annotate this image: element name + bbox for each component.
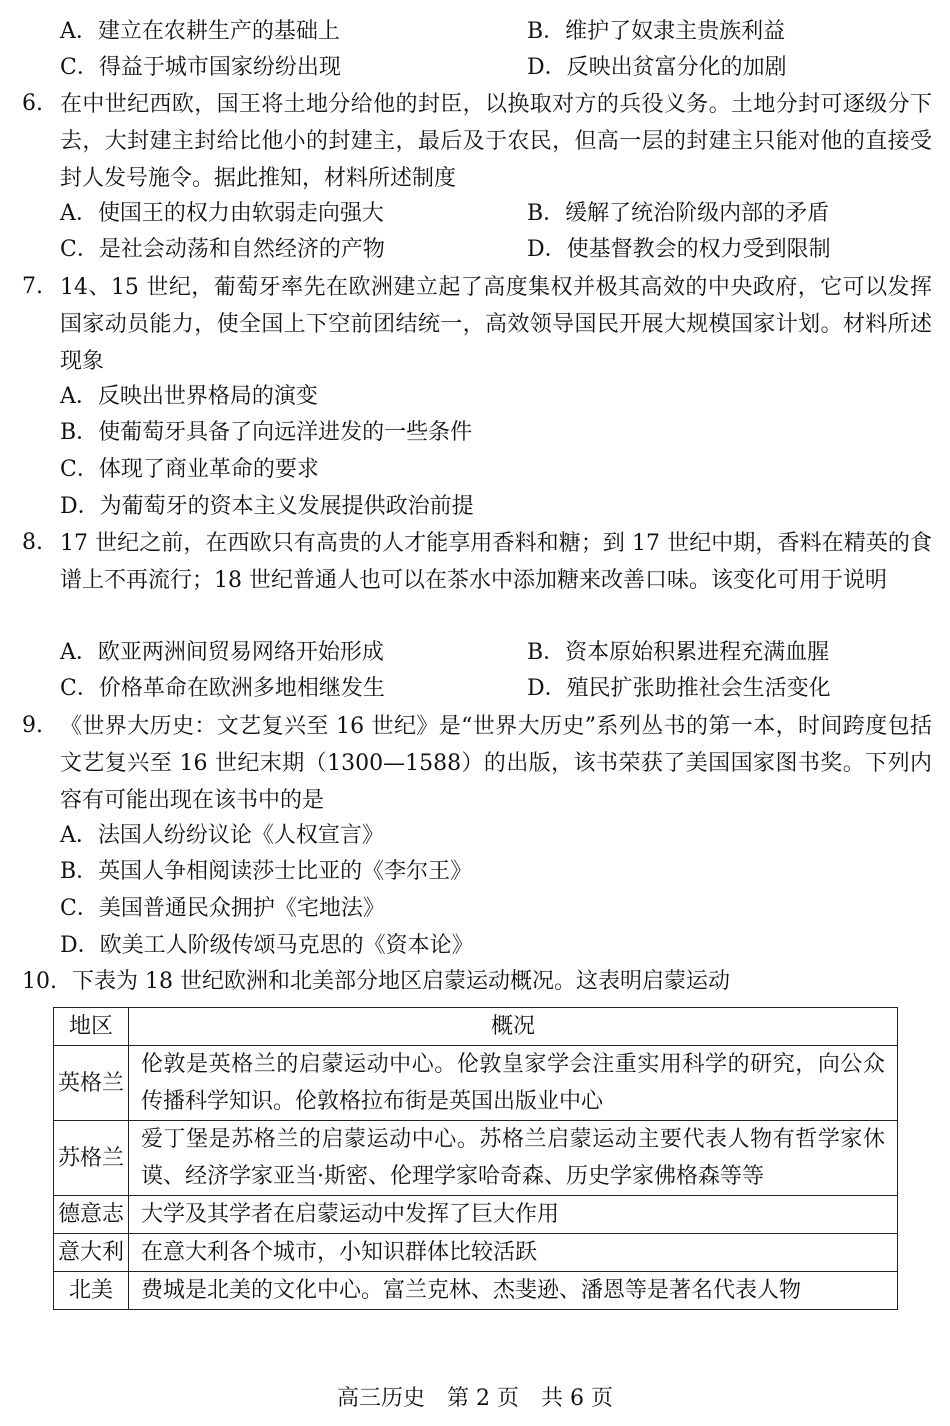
q5-option-b: B．维护了奴隶主贵族利益 [527,19,786,44]
q7-number: 7. [22,274,43,299]
q6-option-d: D．使基督教会的权力受到限制 [527,237,831,262]
table-row [54,1234,898,1272]
table-row [54,1196,898,1234]
q7-option-c: C．体现了商业革命的要求 [60,457,319,482]
page-footer: 高三历史 第 2 页 共 6 页 [337,1386,613,1411]
q5-option-a: A．建立在农耕生产的基础上 [60,19,340,44]
region-cell: 苏格兰 [54,1121,129,1196]
q7-option-a: A．反映出世界格局的演变 [60,384,318,409]
q6-stem: 在中世纪西欧，国王将土地分给他的封臣，以换取对方的兵役义务。土地分封可逐级分下去，大封建主封给比他小的封建主，最后及于农民，但高一层的封建主只能对他的直接受封人发号施令。据此推知，材料所述制度 [60,92,932,191]
q8-number: 8. [22,530,43,555]
overview-cell: 费城是北美的文化中心。富兰克林、杰斐逊、潘恩等是著名代表人物 [129,1272,898,1310]
q8-option-d: D．殖民扩张助推社会生活变化 [527,676,831,701]
q9-stem: 《世界大历史：文艺复兴至 16 世纪》是“世界大历史”系列丛书的第一本，时间跨度包括文艺复兴至 16 世纪末期（1300—1588）的出版，该书荣获了美国国家图书奖。下列内容有可能出现在该书中的是 [60,714,932,813]
q9-option-b: B．英国人争相阅读莎士比亚的《李尔王》 [60,859,473,884]
region-cell: 德意志 [54,1196,129,1234]
table-row [54,1272,898,1310]
overview-cell: 伦敦是英格兰的启蒙运动中心。伦敦皇家学会注重实用科学的研究，向公众传播科学知识。伦敦格拉布街是英国出版业中心 [129,1046,898,1121]
q6-option-c: C．是社会动荡和自然经济的产物 [60,237,385,262]
region-cell: 英格兰 [54,1046,129,1121]
q10-number: 10. [22,969,57,994]
overview-cell: 在意大利各个城市，小知识群体比较活跃 [129,1234,898,1272]
q8-option-b: B．资本原始积累进程充满血腥 [527,640,830,665]
table-row [54,1121,898,1196]
q6-number: 6. [22,91,43,116]
q5-option-d: D．反映出贫富分化的加剧 [527,55,787,80]
q9-option-a: A．法国人纷纷议论《人权宣言》 [60,823,384,848]
q9-number: 9. [22,713,43,738]
q10-stem: 下表为 18 世纪欧洲和北美部分地区启蒙运动概况。这表明启蒙运动 [72,969,730,994]
q6-option-b: B．缓解了统治阶级内部的矛盾 [527,201,830,226]
region-cell: 意大利 [54,1234,129,1272]
header-region: 地区 [54,1008,129,1046]
table-row [54,1046,898,1121]
q9-option-d: D．欧美工人阶级传颂马克思的《资本论》 [60,933,474,958]
q6-option-a: A．使国王的权力由软弱走向强大 [60,201,384,226]
q8-option-a: A．欧亚两洲间贸易网络开始形成 [60,640,384,665]
overview-cell: 爱丁堡是苏格兰的启蒙运动中心。苏格兰启蒙运动主要代表人物有哲学家休谟、经济学家亚当·斯密、伦理学家哈奇森、历史学家佛格森等等 [129,1121,898,1196]
q7-option-b: B．使葡萄牙具备了向远洋进发的一些条件 [60,420,473,445]
overview-cell: 大学及其学者在启蒙运动中发挥了巨大作用 [129,1196,898,1234]
table-header-row [54,1008,898,1046]
q8-stem: 17 世纪之前，在西欧只有高贵的人才能享用香料和糖；到 17 世纪中期，香料在精英的食谱上不再流行；18 世纪普通人也可以在茶水中添加糖来改善口味。该变化可用于说明 [60,531,932,593]
enlightenment-table [53,1007,898,1310]
region-cell: 北美 [54,1272,129,1310]
q7-option-d: D．为葡萄牙的资本主义发展提供政治前提 [60,494,474,519]
q8-option-c: C．价格革命在欧洲多地相继发生 [60,676,385,701]
q5-option-c: C．得益于城市国家纷纷出现 [60,55,341,80]
header-overview: 概况 [129,1008,898,1046]
q9-option-c: C．美国普通民众拥护《宅地法》 [60,896,385,921]
q7-stem: 14、15 世纪，葡萄牙率先在欧洲建立起了高度集权并极其高效的中央政府，它可以发挥国家动员能力，使全国上下空前团结统一，高效领导国民开展大规模国家计划。材料所述现象 [60,275,932,374]
